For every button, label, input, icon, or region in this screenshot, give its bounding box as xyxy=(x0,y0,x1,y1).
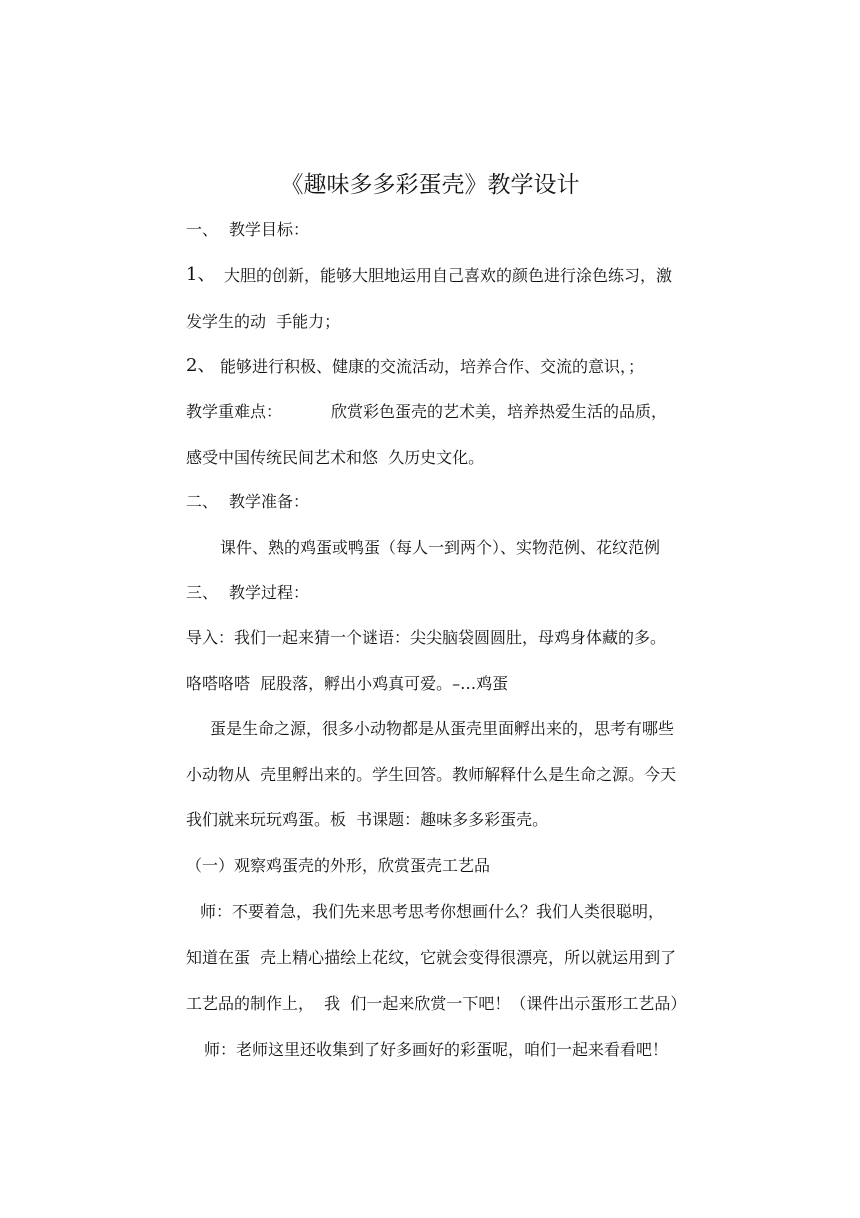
section-2-number: 二、 xyxy=(186,492,219,511)
subsection-1-heading: （一）观察鸡蛋壳的外形，欣赏蛋壳工艺品 xyxy=(186,856,491,875)
paragraph-1-line-3: 我们就来玩玩鸡蛋。板 书课题：趣味多多彩蛋壳。 xyxy=(186,810,549,829)
section-2-heading: 教学准备： xyxy=(229,492,310,511)
goal-1-text-line-1: 大胆的创新，能够大胆地运用自己喜欢的颜色进行涂色练习，激 xyxy=(224,266,673,285)
paragraph-2-line-2: 知道在蛋 壳上精心描绘上花纹，它就会变得很漂亮，所以就运用到了 xyxy=(186,948,677,967)
section-3-number: 三、 xyxy=(186,583,219,602)
paragraph-2-line-1: 师：不要着急，我们先来思考思考你想画什么？我们人类很聪明， xyxy=(200,902,665,921)
section-3-heading: 教学过程： xyxy=(229,583,310,602)
section-1-number: 一、 xyxy=(186,220,219,239)
goal-1-number: 1、 xyxy=(186,264,216,285)
document-title: 《趣味多多彩蛋壳》教学设计 xyxy=(280,172,580,198)
section-1-heading: 教学目标： xyxy=(229,220,310,239)
key-points-text-line-2: 感受中国传统民间艺术和悠 久历史文化。 xyxy=(186,448,485,467)
key-points-text-line-1: 欣赏彩色蛋壳的艺术美，培养热爱生活的品质， xyxy=(331,402,668,421)
intro-line-1: 导入：我们一起来猜一个谜语：尖尖脑袋圆圆肚，母鸡身体藏的多。 xyxy=(186,628,667,647)
paragraph-3: 师：老师这里还收集到了好多画好的彩蛋呢，咱们一起来看看吧！ xyxy=(204,1040,669,1059)
key-points-label: 教学重难点： xyxy=(186,402,283,421)
goal-1-text-line-2: 发学生的动 手能力； xyxy=(186,312,341,331)
intro-line-2: 咯嗒咯嗒 屁股落，孵出小鸡真可爱。–…鸡蛋 xyxy=(186,674,509,693)
paragraph-2-line-3: 工艺品的制作上， 我 们一起来欣赏一下吧！（课件出示蛋形工艺品） xyxy=(186,994,687,1013)
goal-2-text: 能够进行积极、健康的交流活动，培养合作、交流的意识，； xyxy=(220,357,645,376)
paragraph-1-line-2: 小动物从 壳里孵出来的。学生回答。教师解释什么是生命之源。今天 xyxy=(186,765,677,784)
section-2-text: 课件、熟的鸡蛋或鸭蛋（每人一到两个）、实物范例、花纹范例 xyxy=(220,538,661,557)
paragraph-1-line-1: 蛋是生命之源，很多小动物都是从蛋壳里面孵出来的，思考有哪些 xyxy=(210,719,675,738)
goal-2-number: 2、 xyxy=(186,355,216,376)
